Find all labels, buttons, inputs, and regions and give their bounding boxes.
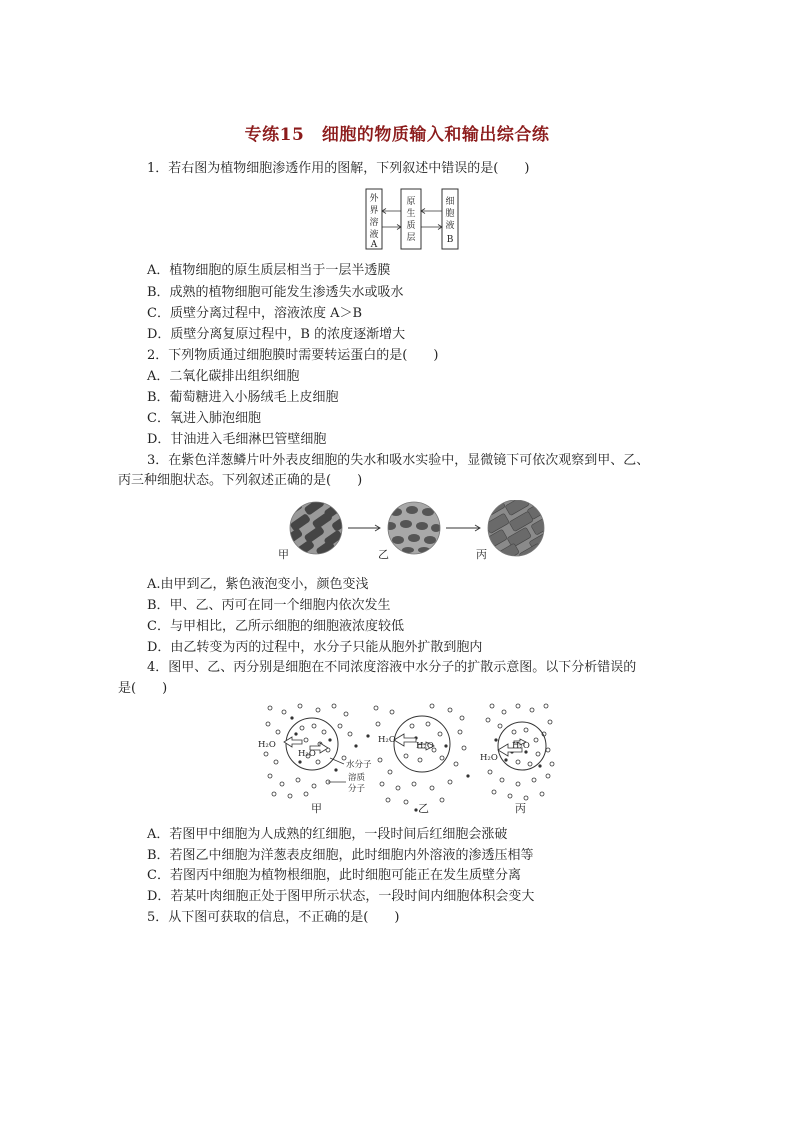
box-b-char: B [446, 235, 454, 245]
h2o-label-yi-out: H₂O [378, 735, 396, 745]
q2-option-a: A．二氧化碳排出组织细胞 [147, 369, 300, 384]
cell-label-bing: 丙 [476, 548, 487, 561]
box-a-char: 溶 [369, 218, 379, 228]
question-3-stem: 3．在紫色洋葱鳞片叶外表皮细胞的失水和吸水实验中，显微镜下可依次观察到甲、乙、 [147, 453, 650, 468]
question-4-stem: 4．图甲、乙、丙分别是细胞在不同浓度溶液中水分子的扩散示意图。以下分析错误的 [147, 660, 637, 675]
q2-option-d: D．甘油进入毛细淋巴管壁细胞 [147, 432, 327, 447]
cell-jia-image [283, 500, 347, 558]
h2o-label-jia-out: H₂O [258, 740, 276, 750]
microscope-cells-figure [270, 500, 560, 562]
question-4-stem-cont: 是( ) [118, 681, 168, 696]
h2o-label-jia-in: H₂O [298, 749, 316, 759]
q1-option-b: B．成熟的植物细胞可能发生渗透失水或吸水 [147, 285, 404, 300]
q3-option-c: C．与甲相比，乙所示细胞的细胞液浓度较低 [147, 619, 404, 634]
water-arrow-out-yi [394, 734, 416, 746]
box-a-char: 界 [369, 206, 379, 216]
box-mid-char: 质 [406, 221, 416, 231]
h2o-label-bing-in: H₂O [512, 741, 530, 751]
cell-bing-image [481, 500, 554, 562]
question-5-stem: 5．从下图可获取的信息，不正确的是( ) [147, 910, 400, 925]
page-title: 专练15 细胞的物质输入和输出综合练 [244, 125, 550, 145]
q4-option-a: A．若图甲中细胞为人成熟的红细胞，一段时间后红细胞会涨破 [147, 827, 508, 842]
box-b-char: 液 [445, 221, 455, 231]
q1-option-c: C．质壁分离过程中，溶液浓度 A＞B [147, 306, 363, 321]
cell-label-jia: 甲 [278, 548, 289, 561]
h2o-label-bing-out: H₂O [480, 753, 498, 763]
cell-label-yi: 乙 [378, 548, 389, 561]
box-mid-char: 层 [406, 233, 416, 243]
q1-option-a: A．植物细胞的原生质层相当于一层半透膜 [147, 263, 391, 278]
box-b-char: 胞 [445, 209, 455, 219]
q3-option-a: A.由甲到乙，紫色液泡变小，颜色变浅 [147, 577, 369, 592]
q1-option-d: D．质壁分离复原过程中，B 的浓度逐渐增大 [147, 327, 406, 342]
q2-option-c: C．氧进入肺泡细胞 [147, 411, 261, 426]
diffusion-figure [256, 700, 556, 818]
diffusion-label-bing: 丙 [515, 802, 526, 815]
box-b-char: 细 [445, 197, 455, 207]
diffusion-label-yi: 乙 [418, 802, 429, 815]
q3-option-b: B．甲、乙、丙可在同一个细胞内依次发生 [147, 598, 391, 613]
box-a-char: 液 [369, 230, 379, 240]
osmosis-diagram [364, 187, 464, 253]
legend-solute-1: 溶质 [348, 773, 366, 783]
question-2-stem: 2．下列物质通过细胞膜时需要转运蛋白的是( ) [147, 348, 439, 363]
solute-dots-yi [374, 704, 466, 804]
q4-option-c: C．若图丙中细胞为植物根细胞，此时细胞可能正在发生质壁分离 [147, 868, 521, 883]
legend-solute-2: 分子 [348, 784, 366, 794]
question-3-stem-cont: 丙三种细胞状态。下列叙述正确的是( ) [118, 473, 363, 488]
box-mid-char: 原 [406, 197, 416, 207]
q4-option-b: B．若图乙中细胞为洋葱表皮细胞，此时细胞内外溶液的渗透压相等 [147, 848, 534, 863]
question-1-stem: 1．若右图为植物细胞渗透作用的图解，下列叙述中错误的是( ) [147, 161, 530, 176]
legend-water-molecule: 水分子 [346, 760, 372, 770]
q3-option-d: D．由乙转变为丙的过程中，水分子只能从胞外扩散到胞内 [147, 640, 483, 655]
box-mid-char: 生 [406, 209, 416, 219]
box-a-char: A [370, 240, 378, 250]
box-a-char: 外 [369, 194, 379, 204]
diffusion-label-jia: 甲 [311, 802, 322, 815]
q2-option-b: B．葡萄糖进入小肠绒毛上皮细胞 [147, 390, 339, 405]
q4-option-d: D．若某叶肉细胞正处于图甲所示状态，一段时间内细胞体积会变大 [147, 889, 535, 904]
h2o-label-yi-in: H₂O [416, 741, 434, 751]
